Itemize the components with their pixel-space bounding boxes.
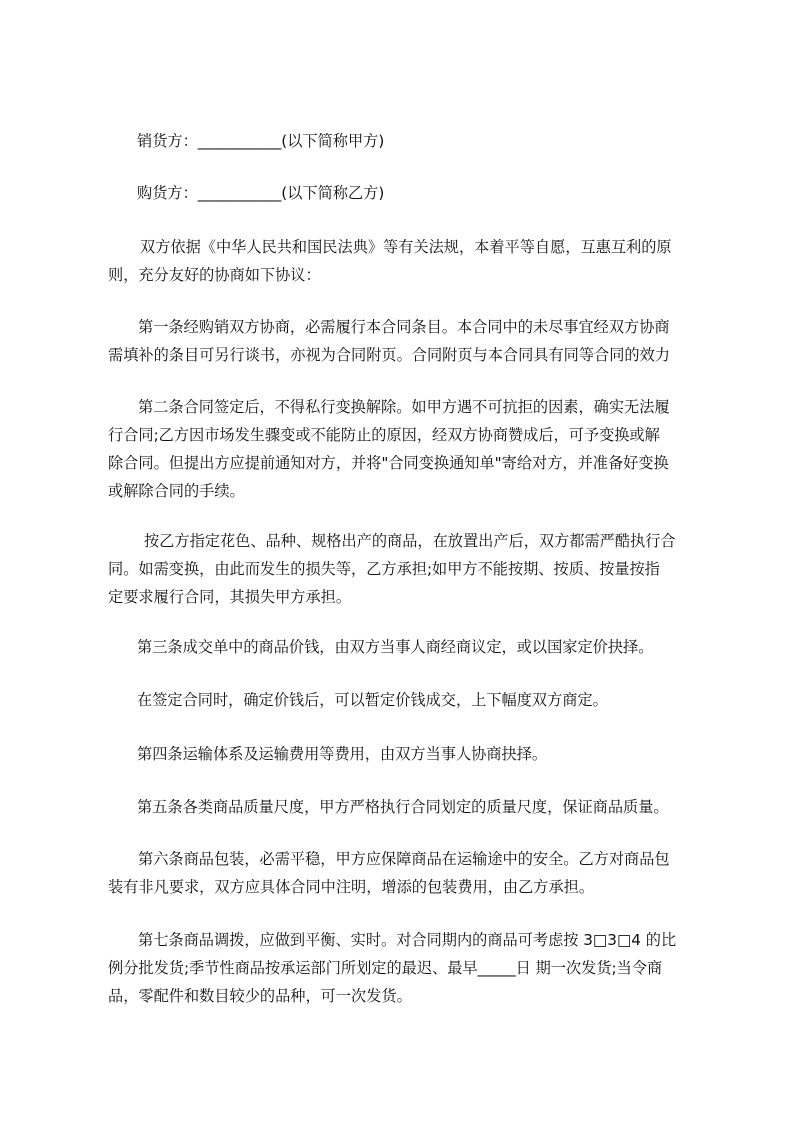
article-2-sub-line-2: 同。如需变换，由此而发生的损失等，乙方承担;如甲方不能按期、按质、按量按指 [108, 560, 660, 578]
article-7-line-2: 例分批发货;季节性商品按承运部门所划定的最迟、最早_____日 期一次发货;当令商 [108, 959, 663, 977]
article-6-line-1: 第六条商品包装，必需平稳，甲方应保障商品在运输途中的安全。乙方对商品包 [138, 850, 670, 868]
intro-paragraph [108, 233, 672, 289]
article-7-line-3: 品，零配件和数目较少的品种，可一次发货。 [108, 987, 412, 1005]
intro-line-1: 双方依据《中华人民共和国民法典》等有关法规，本着平等自愿，互惠互利的原 [140, 238, 672, 256]
article-2-line-4: 或解除合同的手续。 [108, 482, 245, 500]
article-4: 第四条运输体系及运输费用等费用，由双方当事人协商抉择。 [137, 745, 548, 763]
article-1-line-1: 第一条经购销双方协商，必需履行本合同条目。本合同中的未尽事宜经双方协商 [138, 318, 670, 336]
intro-line-2: 则，充分友好的协商如下协议： [108, 266, 321, 284]
article-2-line-1: 第二条合同签定后，不得私行变换解除。如甲方遇不可抗拒的因素，确实无法履 [138, 398, 670, 416]
article-2-paragraph [108, 393, 670, 505]
buyer-line: 购货方：___________(以下简称乙方) [137, 184, 385, 202]
article-2-sub-line-1: 按乙方指定花色、品种、规格出产的商品，在放置出产后，双方都需严酷执行合 [144, 532, 676, 550]
article-7-line-1: 第七条商品调拨，应做到平衡、实时。对合同期内的商品可考虑按 3□3□4 的比 [138, 931, 677, 949]
article-5: 第五条各类商品质量尺度，甲方严格执行合同划定的质量尺度，保证商品质量。 [137, 798, 669, 816]
article-1-paragraph [108, 313, 670, 369]
article-3-sub: 在签定合同时，确定价钱后，可以暂定价钱成交，上下幅度双方商定。 [137, 691, 608, 709]
article-2-sub-paragraph [108, 527, 676, 611]
seller-line: 销货方：___________(以下简称甲方) [137, 132, 385, 150]
article-6-line-2: 装有非凡要求，双方应具体合同中注明，增添的包装费用，由乙方承担。 [108, 878, 594, 896]
article-1-line-2: 需填补的条目可另行谈书，亦视为合同附页。合同附页与本合同具有同等合同的效力 [108, 346, 670, 364]
article-2-line-3: 除合同。但提出方应提前通知对方，并将"合同变换通知单"寄给对方，并准备好变换 [108, 454, 669, 472]
article-3: 第三条成交单中的商品价钱，由双方当事人商经商议定，或以国家定价抉择。 [137, 638, 654, 656]
article-2-line-2: 行合同;乙方因市场发生骤变或不能防止的原因，经双方协商赞成后，可予变换或解 [108, 426, 660, 444]
article-6-paragraph [108, 845, 670, 901]
article-7-paragraph [108, 926, 676, 1010]
article-2-sub-line-3: 定要求履行合同，其损失甲方承担。 [108, 588, 351, 606]
